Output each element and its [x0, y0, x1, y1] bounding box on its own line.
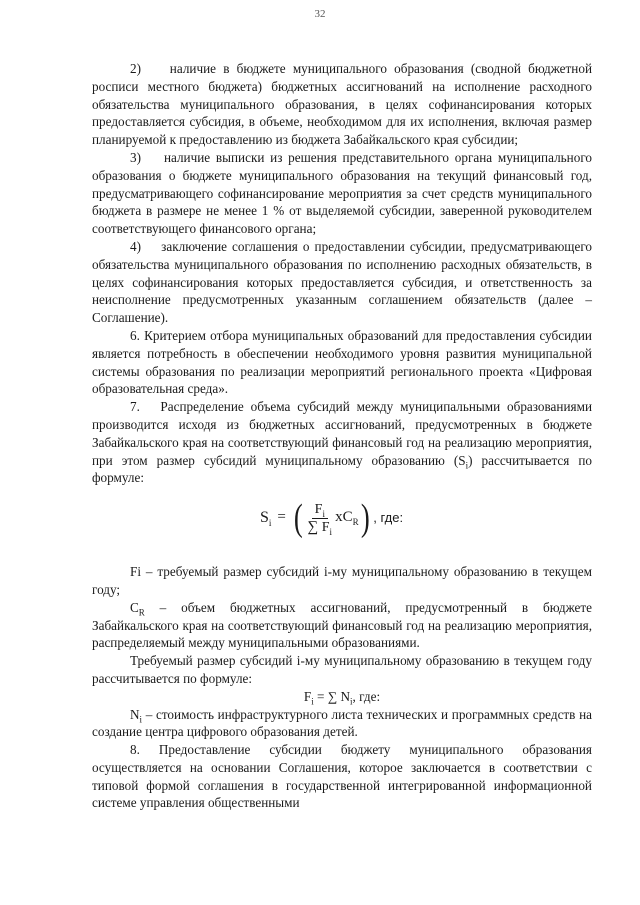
formula-required: $F_i$ = ∑ $N_i$, где:: [303, 688, 381, 707]
formula-denominator: ∑ $F_i$: [307, 518, 333, 537]
paragraph-8: 8. Предоставление субсидии бюджету муниципального образования осуществляется на основании Соглашения, которое заключается в соответствии с типовой формой соглашения в государственной интегрированной информационной системе управления общественными: [92, 742, 592, 811]
formula-lhs: $S_i$: [260, 509, 272, 529]
definition-cr: $C_R$ – объем бюджетных ассигнований, предусмотренный в бюджете Забайкальского края на соответствующий финансовый год на реализацию мероприятия, распределяемый между муниципальными образованиями.: [92, 599, 592, 651]
paragraph-item-2: 2) наличие в бюджете муниципального образования (сводной бюджетной росписи местного бюджета) бюджетных ассигнований на исполнение расходного обязательства муниципального образования, в целях софинансирования которых предоставляется субсидия, в объеме, необходимом для их исполнения, включая размер планируемой к предоставлению из бюджета Забайкальского края субсидии;: [92, 61, 592, 148]
document-body: [92, 60, 592, 812]
formula-tail: , где:: [373, 510, 404, 526]
paragraph-7: 7. Распределение объема субсидий между муниципальными образованиями производится исходя из бюджетных ассигнований, предусмотренных в бюджете Забайкальского края на соответствующий финансовый год на реализацию мероприятия, при этом размер субсидий муниципальному образованию $(S_i)$ рассчитывается по формуле:: [92, 399, 592, 486]
formula-equals: =: [277, 509, 286, 526]
formula-numerator: $F_i$: [312, 501, 328, 519]
paragraph-item-4: 4) заключение соглашения о предоставлении субсидии, предусматривающего обязательства муниципального образования по исполнению расходных обязательств, в целях софинансирования которых предоставляется субсидия, и ответственность за неисполнение предусмотренных указанным соглашением обязательств (далее – Соглашение).: [92, 238, 592, 326]
paragraph-required-size: Требуемый размер субсидий i-му муниципальному образованию в текущем году рассчитывается по формуле:: [92, 653, 592, 686]
formula-open-paren: (: [293, 497, 303, 540]
paragraph-item-3: 3) наличие выписки из решения представительного органа муниципального образования о бюджете муниципального образования на текущий финансовый год, предусматривающего софинансирование мероприятия за счет средств муниципального бюджета в размере не менее 1 % от выделяемой субсидии, заверенной руководителем соответствующего финансового органа;: [92, 149, 592, 237]
definition-fi: Fi – требуемый размер субсидий i-му муниципальному образованию в текущем году;: [92, 564, 592, 597]
formula-close-paren: ): [360, 497, 370, 540]
formula-times: $xC_R$: [335, 509, 359, 528]
definition-ni: $N_i$ – стоимость инфраструктурного листа технических и программных средств на создание центра цифрового образования детей.: [92, 706, 592, 740]
formula-fraction: [306, 501, 335, 536]
paragraph-6: 6. Критерием отбора муниципальных образований для предоставления субсидии является потребность в обеспечении необходимого уровня развития муниципальной системы образования по реализации мероприятий регионального проекта «Цифровая образовательная среда».: [92, 327, 592, 397]
page-number: 32: [314, 8, 326, 20]
formula-subsidy: [92, 487, 592, 551]
